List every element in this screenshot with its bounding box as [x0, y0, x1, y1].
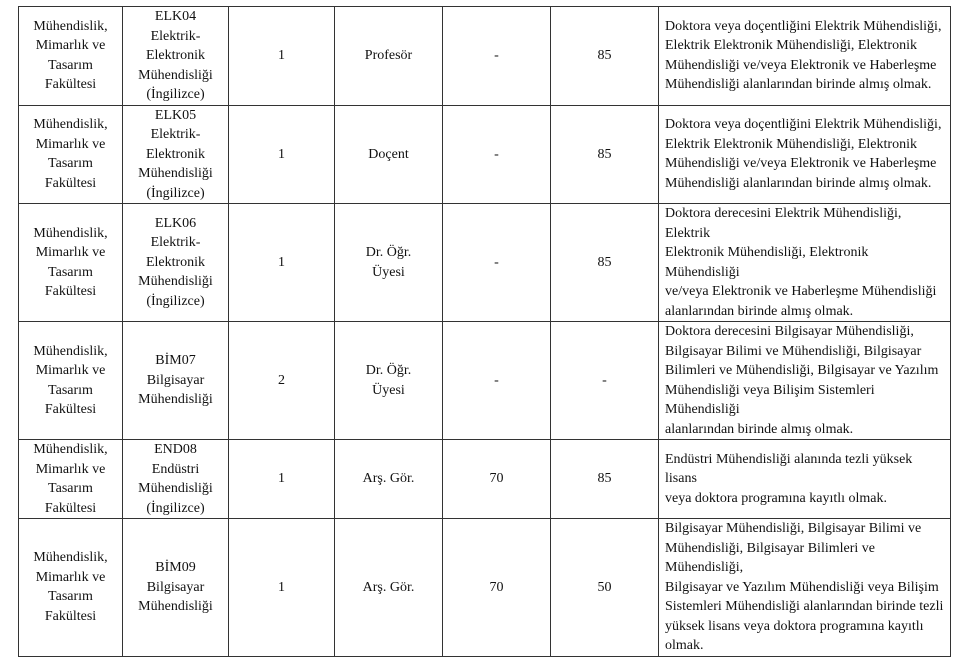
- faculty-cell: Mühendislik, Mimarlık ve Tasarım Fakültesi: [19, 519, 123, 657]
- faculty-cell: Mühendislik, Mimarlık ve Tasarım Fakültesi: [19, 204, 123, 322]
- faculty-cell: Mühendislik, Mimarlık ve Tasarım Fakültesi: [19, 105, 123, 204]
- requirement-cell: Doktora veya doçentliğini Elektrik Mühendisliği, Elektrik Elektronik Mühendisliği, Elektronik Mühendisliği ve/veya Elektronik ve Haberleşme Mühendisliği alanlarından birinde almış olmak.: [659, 105, 951, 204]
- count-cell: 1: [229, 105, 335, 204]
- score-b-cell: 85: [551, 440, 659, 519]
- requirement-cell: Endüstri Mühendisliği alanında tezli yüksek lisans veya doktora programına kayıtlı olmak.: [659, 440, 951, 519]
- department-cell: ELK04 Elektrik- Elektronik Mühendisliği (İngilizce): [123, 7, 229, 106]
- title-cell: Arş. Gör.: [335, 519, 443, 657]
- requirement-cell: Doktora derecesini Elektrik Mühendisliği, Elektrik Elektronik Mühendisliği, Elektronik Mühendisliği ve/veya Elektronik ve Haberleşme Mühendisliği alanlarından birinde almış olmak.: [659, 204, 951, 322]
- faculty-cell: Mühendislik, Mimarlık ve Tasarım Fakültesi: [19, 440, 123, 519]
- table-row: [19, 322, 951, 440]
- title-cell: Dr. Öğr. Üyesi: [335, 204, 443, 322]
- score-a-cell: 70: [443, 519, 551, 657]
- table-row: [19, 105, 951, 204]
- table-row: [19, 7, 951, 106]
- department-cell: END08 Endüstri Mühendisliği (İngilizce): [123, 440, 229, 519]
- count-cell: 1: [229, 7, 335, 106]
- department-cell: ELK05 Elektrik- Elektronik Mühendisliği (İngilizce): [123, 105, 229, 204]
- positions-table: [18, 6, 951, 657]
- table-row: [19, 519, 951, 657]
- table-row: [19, 204, 951, 322]
- requirement-cell: Bilgisayar Mühendisliği, Bilgisayar Bilimi ve Mühendisliği, Bilgisayar Bilimleri ve Mühendisliği, Bilgisayar ve Yazılım Mühendisliği veya Bilişim Sistemleri Mühendisliği alanlarından birinde tezli yüksek lisans veya doktora programına kayıtlı olmak.: [659, 519, 951, 657]
- title-cell: Profesör: [335, 7, 443, 106]
- count-cell: 1: [229, 204, 335, 322]
- score-a-cell: -: [443, 105, 551, 204]
- score-b-cell: 85: [551, 204, 659, 322]
- title-cell: Dr. Öğr. Üyesi: [335, 322, 443, 440]
- department-cell: BİM07 Bilgisayar Mühendisliği: [123, 322, 229, 440]
- score-a-cell: -: [443, 322, 551, 440]
- title-cell: Arş. Gör.: [335, 440, 443, 519]
- score-b-cell: -: [551, 322, 659, 440]
- score-b-cell: 85: [551, 105, 659, 204]
- department-cell: BİM09 Bilgisayar Mühendisliği: [123, 519, 229, 657]
- positions-table-body: [19, 7, 951, 657]
- count-cell: 1: [229, 440, 335, 519]
- score-b-cell: 50: [551, 519, 659, 657]
- faculty-cell: Mühendislik, Mimarlık ve Tasarım Fakültesi: [19, 322, 123, 440]
- count-cell: 1: [229, 519, 335, 657]
- requirement-cell: Doktora derecesini Bilgisayar Mühendisliği, Bilgisayar Bilimi ve Mühendisliği, Bilgisayar Bilimleri ve Mühendisliği, Bilgisayar ve Yazılım Mühendisliği veya Bilişim Sistemleri Mühendisliği alanlarından birinde almış olmak.: [659, 322, 951, 440]
- count-cell: 2: [229, 322, 335, 440]
- score-a-cell: -: [443, 7, 551, 106]
- department-cell: ELK06 Elektrik- Elektronik Mühendisliği (İngilizce): [123, 204, 229, 322]
- requirement-cell: Doktora veya doçentliğini Elektrik Mühendisliği, Elektrik Elektronik Mühendisliği, Elektronik Mühendisliği ve/veya Elektronik ve Haberleşme Mühendisliği alanlarından birinde almış olmak.: [659, 7, 951, 106]
- score-b-cell: 85: [551, 7, 659, 106]
- score-a-cell: 70: [443, 440, 551, 519]
- title-cell: Doçent: [335, 105, 443, 204]
- faculty-cell: Mühendislik, Mimarlık ve Tasarım Fakültesi: [19, 7, 123, 106]
- score-a-cell: -: [443, 204, 551, 322]
- table-row: [19, 440, 951, 519]
